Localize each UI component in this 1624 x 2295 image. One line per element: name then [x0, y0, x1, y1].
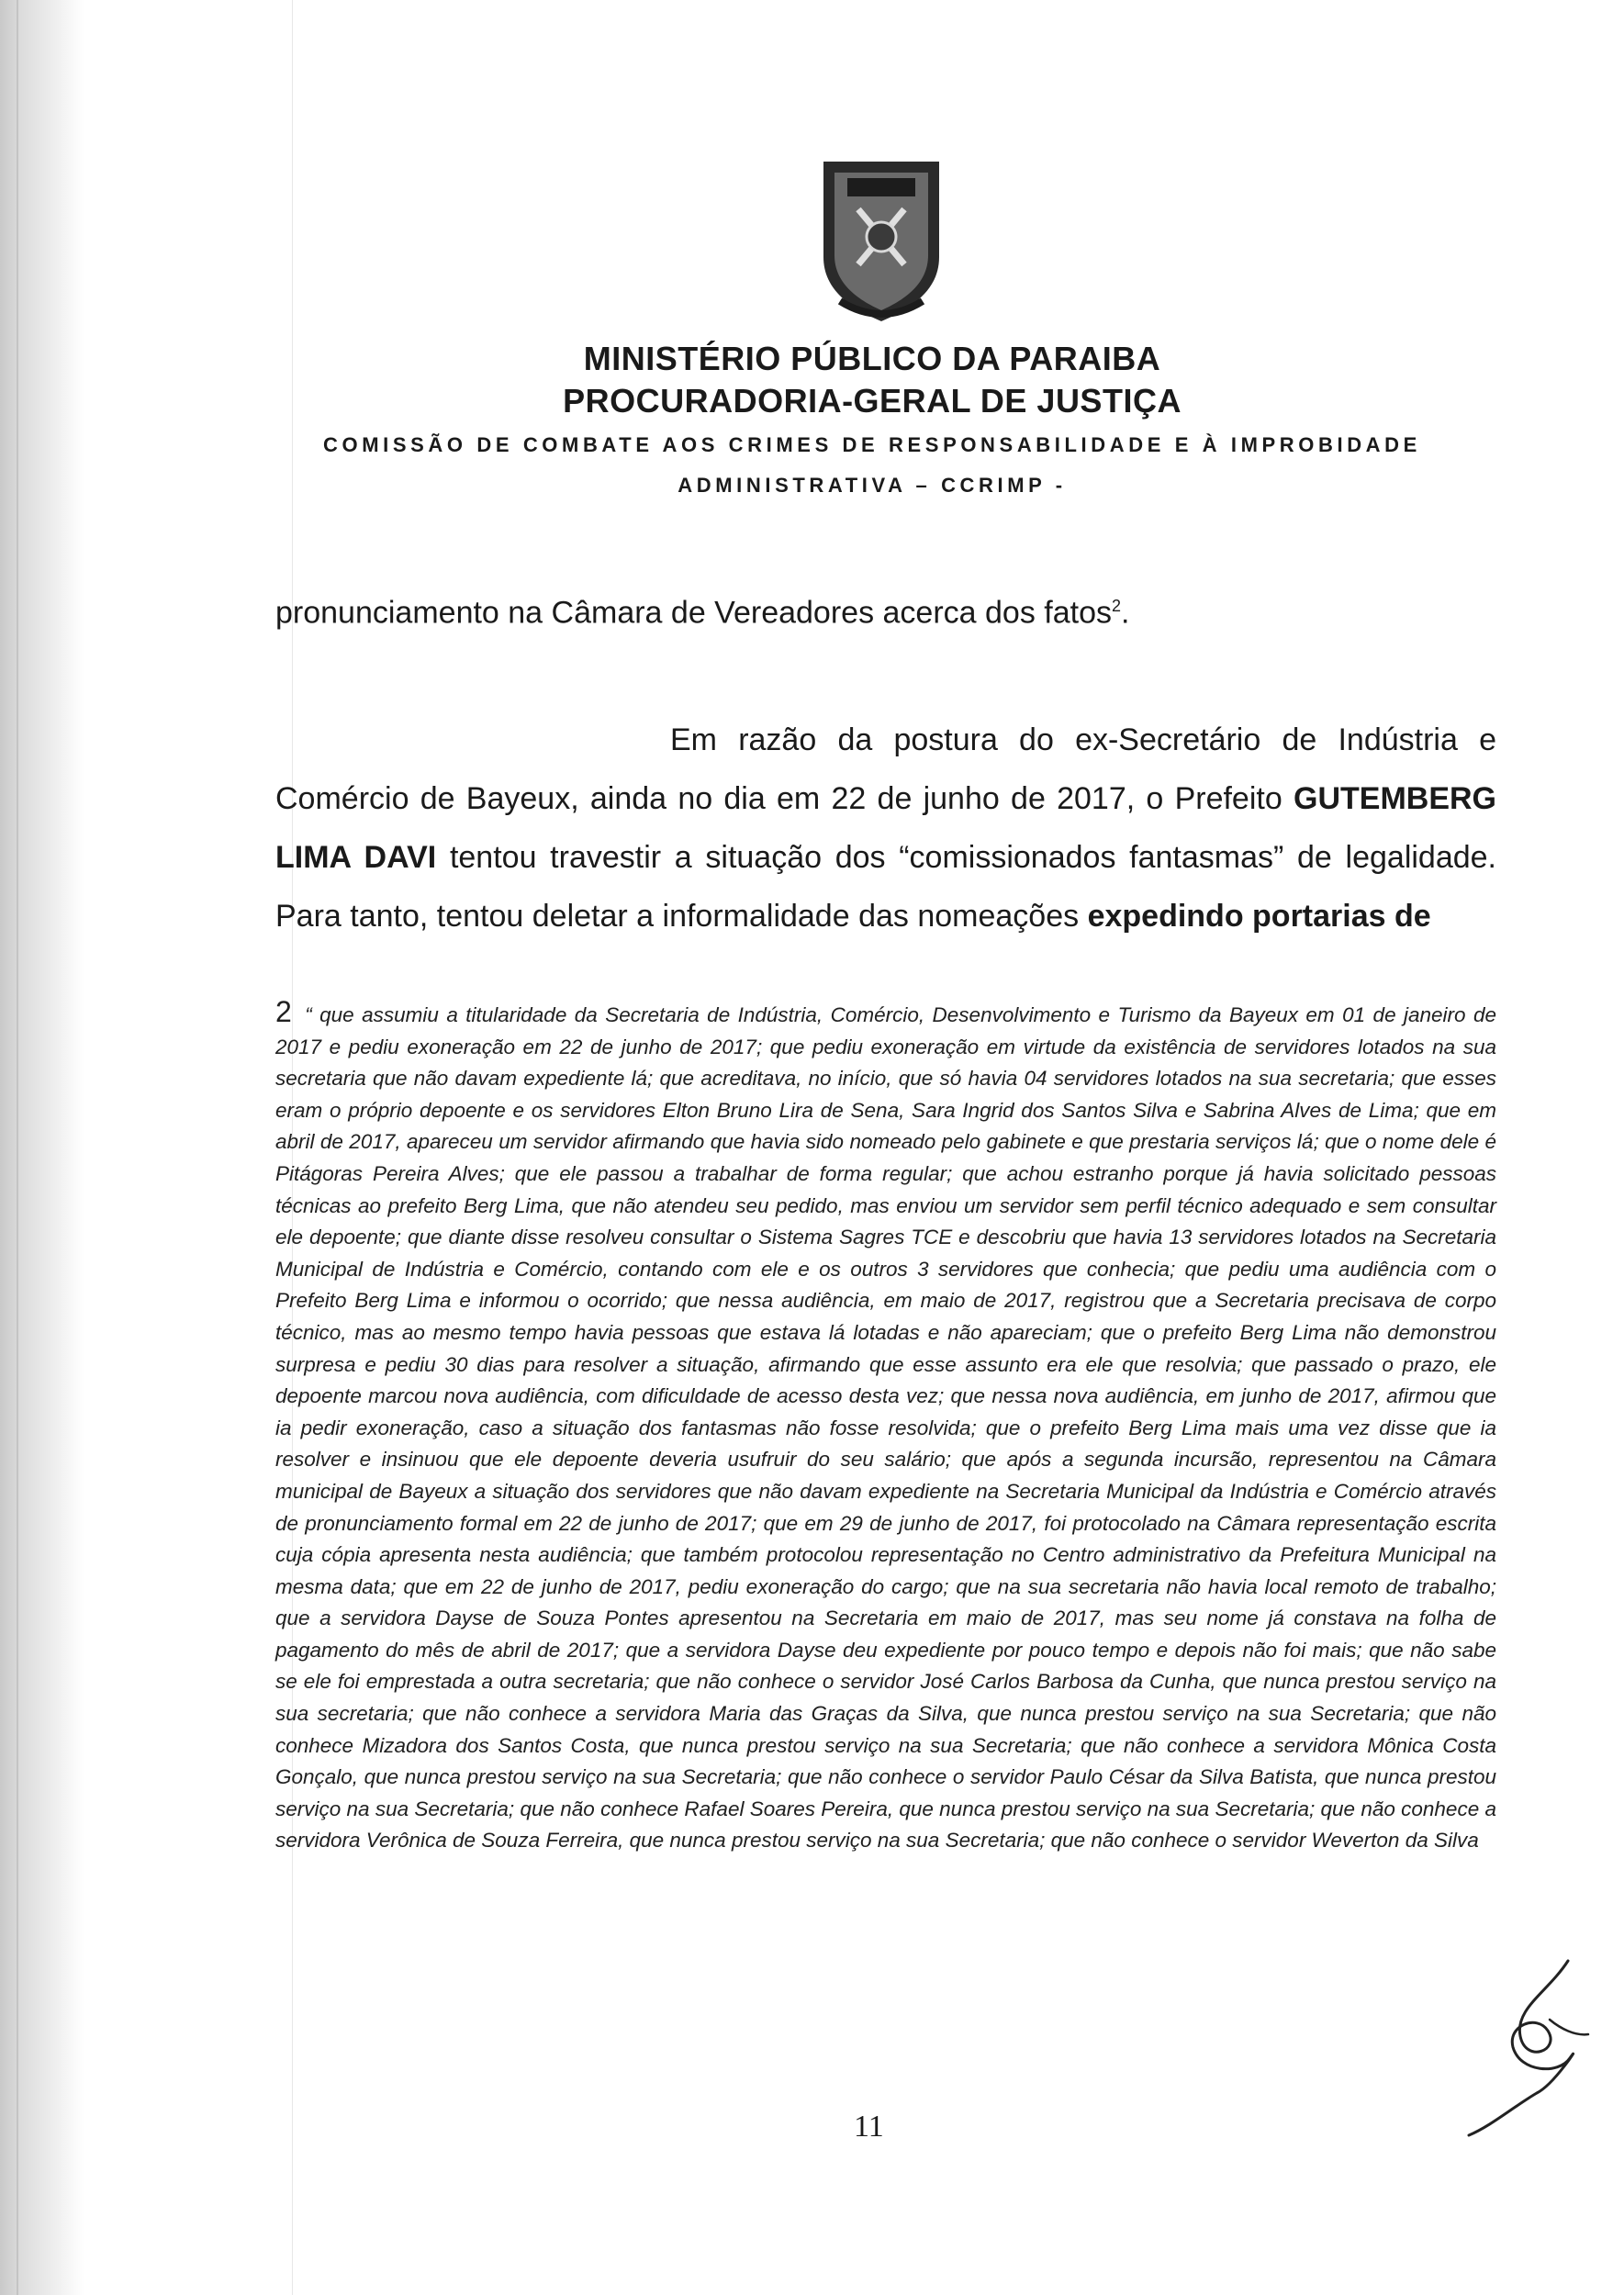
paragraph-continuation: [275, 577, 1496, 642]
commission-title-line2: ADMINISTRATIVA – CCRIMP -: [678, 474, 1067, 497]
coat-of-arms-crest-icon: [812, 154, 950, 329]
main-paragraph-part2: tentou travestir a situação dos “comissionados fantasmas” de legalidade. Para tanto, tentou deletar a informalidade das nomeações: [275, 840, 1497, 934]
page-number: 11: [854, 2110, 884, 2144]
main-paragraph-part1: Em razão da postura do ex-Secretário de Indústria e Comércio de Bayeux, ainda no dia em 22 de junho de 2017, o Prefeito: [275, 722, 1496, 816]
document-header: [257, 338, 1487, 503]
footnote-text: “ que assumiu a titularidade da Secretaria de Indústria, Comércio, Desenvolvimento e Turismo da Bayeux em 01 de janeiro de 2017 e pediu exoneração em 22 de junho de 2017; que pediu exoneração em virtude da existência de servidores lotados na sua secretaria que não davam expediente lá; que acreditava, no início, que só havia 04 servidores lotados na sua secretaria; que esses eram o próprio depoente e os servidores Elton Bruno Lira de Sena, Sara Ingrid dos Santos Silva e Sabrina Alves de Lima; que em abril de 2017, apareceu um servidor afirmando que havia sido nomeado pelo gabinete e que prestaria serviços lá; que o nome dele é Pitágoras Pereira Alves; que ele passou a trabalhar de forma regular; que achou estranho porque já havia solicitado pessoas técnicas ao prefeito Berg Lima, que não atendeu seu pedido, mas enviou um servidor sem perfil técnico adequado e sem consultar ele depoente; que diante disse resolveu consultar o Sistema Sagres TCE e descobriu que havia 13 servidores lotados na Secretaria Municipal de Indústria e Comércio, contando com ele e os outros 3 servidores que conhecia; que pediu uma audiência com o Prefeito Berg Lima e informou o ocorrido; que nessa audiência, em maio de 2017, registrou que a Secretaria precisava de corpo técnico, mas ao mesmo tempo havia pessoas que estava lá lotadas e não apareciam; que o prefeito Berg Lima não demonstrou surpresa e pediu 30 dias para resolver a situação, afirmando que esse assunto era ele que resolvia; que passado o prazo, ele depoente marcou nova audiência, com dificuldade de acesso desta vez; que nessa nova audiência, em junho de 2017, afirmou que ia pedir exoneração, caso a situação dos fantasmas não fosse resolvida; que o prefeito Berg Lima mais uma vez disse que ia resolver e insinuou que ele depoente deveria usufruir do seu salário; que após a segunda incursão, representou na Câmara municipal de Bayeux a situação dos servidores que não davam expediente na Secretaria Municipal da Indústria e Comércio através de pronunciamento formal em 22 de junho de 2017; que em 29 de junho de 2017, foi protocolado na Câmara representação escrita cuja cópia apresenta nesta audiência; que também protocolou representação no Centro administrativo da Prefeitura Municipal na mesma data; que em 22 de junho de 2017, pediu exoneração do cargo; que na sua secretaria não havia local remoto de trabalho; que a servidora Dayse de Souza Pontes apresentou na Secretaria em maio de 2017, mas seu nome já constava na folha de pagamento do mês de abril de 2017; que a servidora Dayse deu expediente por pouco tempo e depois não foi mais; que não sabe se ele foi emprestada a outra secretaria; que não conhece o servidor José Carlos Barbosa da Cunha, que nunca prestou serviço na sua secretaria; que não conhece a servidora Maria das Graças da Silva, que nunca prestou serviço na sua Secretaria; que não conhece Mizadora dos Santos Costa, que nunca prestou serviço na sua Secretaria; que não conhece a servidora Mônica Costa Gonçalo, que nunca prestou serviço na sua Secretaria; que não conhece o servidor Paulo César da Silva Batista, que nunca prestou serviço na sua Secretaria; que não conhece Rafael Soares Pereira, que nunca prestou serviço na sua Secretaria; que não conhece a servidora Verônica de Souza Ferreira, que nunca prestou serviço na sua Secretaria; que não conhece o servidor Weverton da Silva: [275, 1003, 1496, 1853]
commission-title-line1: COMISSÃO DE COMBATE AOS CRIMES DE RESPONSABILIDADE E À IMPROBIDADE: [323, 433, 1421, 456]
footnote: [275, 996, 1496, 1857]
mayor-name: GUTEMBERG LIMA DAVI: [275, 781, 1496, 875]
paragraph-continuation-text: pronunciamento na Câmara de Vereadores acerca dos fatos: [275, 595, 1112, 631]
footnote-number: 2: [275, 995, 292, 1028]
main-paragraph: [275, 711, 1496, 946]
ministry-title: MINISTÉRIO PÚBLICO DA PARAIBA: [583, 340, 1161, 377]
footnote-reference: 2: [1112, 597, 1122, 615]
handwritten-signature-icon: [1460, 1955, 1597, 2139]
office-title: PROCURADORIA-GERAL DE JUSTIÇA: [563, 382, 1182, 420]
main-paragraph-bold-end: expedindo portarias de: [1087, 899, 1431, 934]
scan-edge-shadow: [0, 0, 84, 2295]
paragraph-continuation-end: .: [1121, 595, 1130, 631]
